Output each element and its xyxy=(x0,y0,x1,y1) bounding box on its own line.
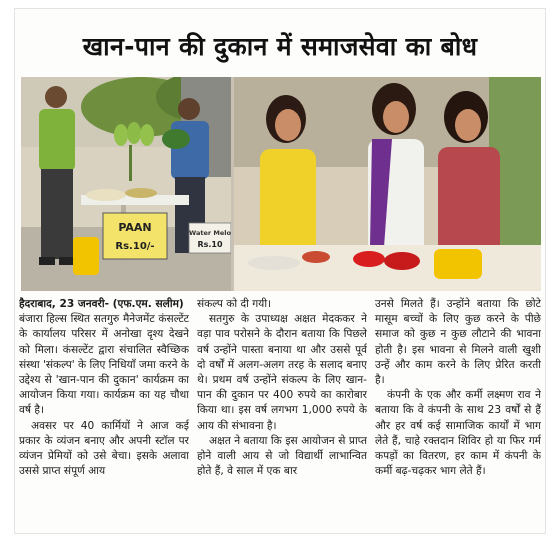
photo-paan-stall xyxy=(21,77,231,291)
paragraph: अवसर पर 40 कार्मियों ने आज कई प्रकार के व्यंजन बनाए और अपनी स्टॉल पर व्यंजन प्रेमियों को उसे बेचा। इसके अलावा उससे प्राप्त संपूर्ण आय xyxy=(19,419,189,478)
photo-cooking-women xyxy=(234,77,541,291)
paragraph: सतगुरु के उपाध्यक्ष अक्षत मेदककर ने वड़ा पाव परोसने के दौरान बताया कि पिछले वर्ष उन्होंने पास्ता बनाया था और उससे पूर्व दो वर्षों में अलग-अलग तरह के सलाद बनाए थे। प्रथम वर्ष उन्होंने संकल्प के लिए खान-पान की दुकान पर 400 रुपये का कारोबार किया था। इस वर्ष लगभग 1,000 रुपये के आय की संभावना है। xyxy=(197,313,367,432)
dateline: हैदराबाद, 23 जनवरी- (एफ.एम. सलीम) xyxy=(19,298,184,310)
newspaper-clipping xyxy=(14,8,546,534)
headline: खान-पान की दुकान में समाजसेवा का बोध xyxy=(82,32,478,61)
paan-stall-image xyxy=(21,77,231,291)
paragraph: बंजारा हिल्स स्थित सतगुरु मैनेजमेंट कंसल्टेंट के कार्यालय परिसर में अनोखा दृश्य देखने को मिला। कंसल्टेंट द्वारा संचालित स्वैच्छिक संस्था 'संकल्प' के लिए निधियाँ जमा करने के उद्देश्य से 'खान-पान की दुकान' कार्यक्रम का आयोजन किया गया। कार्यक्रम का यह चौथा वर्ष है। xyxy=(19,313,189,417)
paragraph: कंपनी के एक और कर्मी लक्ष्मण राव ने बताया कि वे कंपनी के साथ 23 वर्षों से हैं और हर वर्ष कई सामाजिक कार्यों में भाग लेते हैं, चाहे रक्तदान शिविर हो या फिर गर्म कपड़ों का वितरण, हर काम में कंपनी के कर्मी बढ़-चढ़कर भाग लेते हैं। xyxy=(375,389,541,478)
article-body xyxy=(19,297,541,525)
paragraph: संकल्प को दी गयी। xyxy=(197,298,272,310)
article-column-1 xyxy=(19,297,189,523)
watermelon-sign-price: Rs.10 xyxy=(197,240,223,249)
article-column-3 xyxy=(375,297,541,523)
photo-strip xyxy=(21,77,541,291)
red-bowl xyxy=(353,251,385,267)
paragraph: उनसे मिलते हैं। उन्होंने बताया कि छोटे मासूम बच्चों के लिए कुछ करने के पीछे समाज को कुछ न कुछ लौटाने की भावना होती है। इस भावना से मिलने वाली खुशी उन्हें और काम करने के लिए प्रेरित करती है। xyxy=(375,298,541,387)
watermelon-sign-label: Water Melo xyxy=(189,229,231,237)
yellow-container xyxy=(434,249,482,279)
article-column-2 xyxy=(197,297,367,523)
paan-sign-price: Rs.10/- xyxy=(115,241,155,252)
paragraph: अक्षत ने बताया कि इस आयोजन से प्राप्त होने वाली आय से जो विद्यार्थी लाभान्वित होते हैं, वे साल में एक बार xyxy=(197,434,367,478)
red-bowl xyxy=(384,252,420,270)
yellow-bucket xyxy=(73,237,99,275)
cooking-women-image xyxy=(234,77,541,291)
paan-sign-label: PAAN xyxy=(118,221,152,234)
